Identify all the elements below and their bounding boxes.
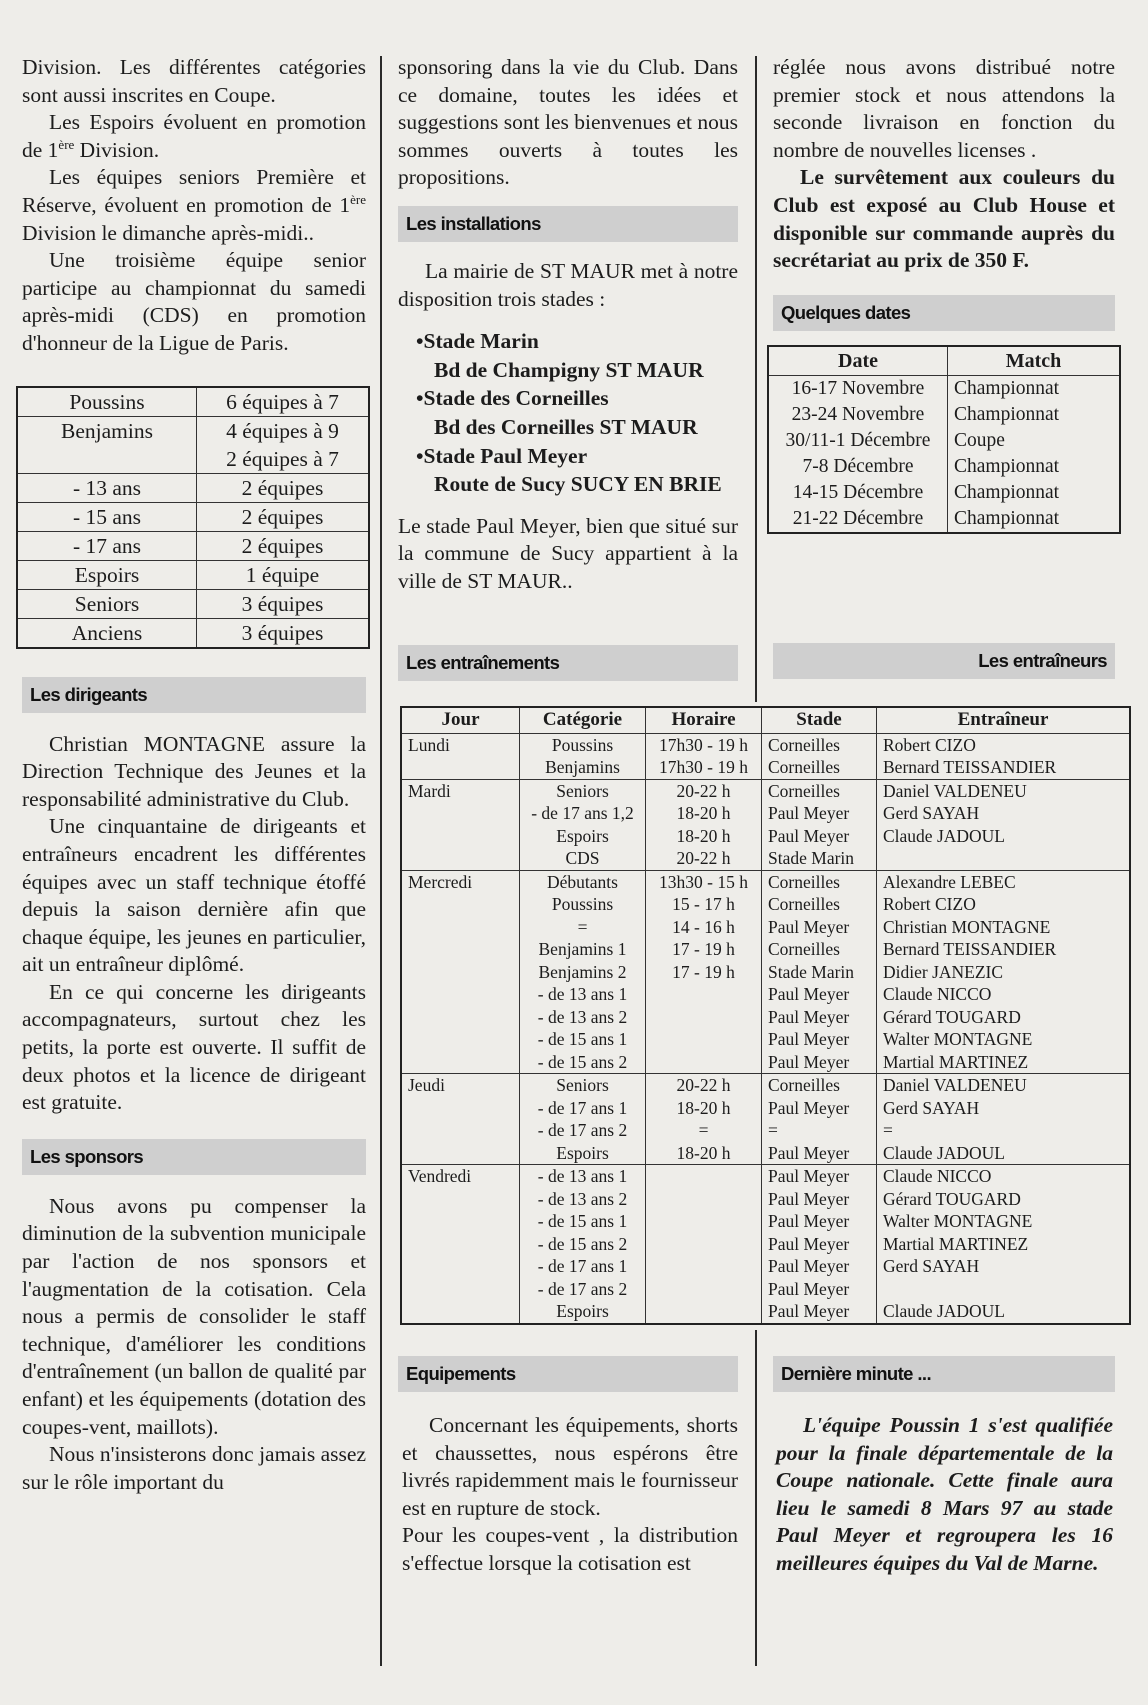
training-day: Jeudi <box>401 1074 520 1097</box>
ordinal-superscript: ère <box>350 191 366 207</box>
training-coach: Robert CIZO <box>877 893 1131 916</box>
team-row <box>17 416 369 445</box>
equipements-header: Equipements <box>398 1356 738 1392</box>
training-time <box>646 1188 762 1211</box>
training-coach: Martial MARTINEZ <box>877 1051 1131 1074</box>
training-row <box>401 916 1130 939</box>
training-row <box>401 983 1130 1006</box>
training-row <box>401 1278 1130 1301</box>
training-category: - de 17 ans 2 <box>520 1119 646 1142</box>
training-time <box>646 1233 762 1256</box>
training-row <box>401 1119 1130 1142</box>
training-stadium: Paul Meyer <box>762 983 877 1006</box>
training-day <box>401 1142 520 1165</box>
training-category: Benjamins <box>520 756 646 779</box>
training-time <box>646 1210 762 1233</box>
derniere-minute-header: Dernière minute ... <box>773 1356 1115 1392</box>
livraison-paragraph: réglée nous avons distribué notre premier stock et nous attendons la seconde livraison en fonction du nombre de nouvelles licenses . <box>773 55 1115 162</box>
training-day: Mardi <box>401 779 520 802</box>
team-count: 2 équipes <box>197 502 370 531</box>
training-header-jour: Jour <box>401 707 520 733</box>
training-category: Espoirs <box>520 1142 646 1165</box>
training-day <box>401 1097 520 1120</box>
training-day <box>401 1300 520 1324</box>
training-stadium: Paul Meyer <box>762 1278 877 1301</box>
training-row <box>401 1051 1130 1074</box>
training-time <box>646 1278 762 1301</box>
intro-paragraph: Division. Les différentes catégories sont aussi inscrites en Coupe. <box>22 55 366 107</box>
match-cell: Championnat <box>948 402 1121 428</box>
training-coach: Claude JADOUL <box>877 1142 1131 1165</box>
dates-header-date: Date <box>768 346 948 376</box>
team-count: 1 équipe <box>197 560 370 589</box>
training-day: Mercredi <box>401 870 520 893</box>
cds-paragraph: Une troisième équipe senior participe au championnat du samedi après-midi (CDS) en promotion d'honneur de la Ligue de Paris. <box>22 248 366 355</box>
training-category: - de 15 ans 2 <box>520 1051 646 1074</box>
stade-name: •Stade des Corneilles <box>416 386 609 411</box>
stade-address: Bd des Corneilles ST MAUR <box>434 414 698 439</box>
training-category: Espoirs <box>520 1300 646 1324</box>
training-time <box>646 983 762 1006</box>
date-cell: 30/11-1 Décembre <box>768 428 948 454</box>
training-row <box>401 1210 1130 1233</box>
training-category: Poussins <box>520 893 646 916</box>
stade-name: •Stade Marin <box>416 329 539 354</box>
training-stadium: Corneilles <box>762 870 877 893</box>
training-time: 18-20 h <box>646 802 762 825</box>
training-coach: Didier JANEZIC <box>877 961 1131 984</box>
training-coach: Daniel VALDENEU <box>877 1074 1131 1097</box>
training-row <box>401 825 1130 848</box>
training-category: - de 15 ans 2 <box>520 1233 646 1256</box>
survetement-paragraph: Le survêtement aux couleurs du Club est exposé au Club House et disponible sur commande auprès du secrétariat au prix de 350 F. <box>773 165 1115 273</box>
team-category: - 15 ans <box>17 502 197 531</box>
entrainements-header: Les entraînements <box>398 645 738 681</box>
training-day: Lundi <box>401 733 520 756</box>
training-coach: Walter MONTAGNE <box>877 1028 1131 1051</box>
derniere-minute-paragraph: L'équipe Poussin 1 s'est qualifiée pour la finale départementale de la Coupe nationale. Cette finale aura lieu le samedi 8 Mars 97 au stade Paul Meyer et regroupera les 16 meilleures équipes du Val de Marne. <box>776 1413 1113 1575</box>
team-count: 3 équipes <box>197 618 370 648</box>
training-time: 18-20 h <box>646 825 762 848</box>
training-coach: Claude NICCO <box>877 1165 1131 1188</box>
seniors-paragraph: Les équipes seniors Première et Réserve, évoluent en promotion de 1ère Division le dimanche après-midi.. <box>22 165 366 245</box>
team-category: - 13 ans <box>17 473 197 502</box>
training-time <box>646 1028 762 1051</box>
installations-paragraph: La mairie de ST MAUR met à notre disposition trois stades : <box>398 258 738 311</box>
training-category: - de 15 ans 1 <box>520 1028 646 1051</box>
column-1 <box>22 54 366 1496</box>
training-stadium: Paul Meyer <box>762 1051 877 1074</box>
training-time: 20-22 h <box>646 1074 762 1097</box>
training-category: Benjamins 2 <box>520 961 646 984</box>
team-count: 4 équipes à 9 <box>197 416 370 445</box>
training-category: - de 15 ans 1 <box>520 1210 646 1233</box>
training-day <box>401 825 520 848</box>
training-category: Seniors <box>520 1074 646 1097</box>
training-stadium: Paul Meyer <box>762 1210 877 1233</box>
team-category: Seniors <box>17 589 197 618</box>
training-coach: Claude JADOUL <box>877 1300 1131 1324</box>
stade-address: Route de Sucy SUCY EN BRIE <box>434 472 722 497</box>
training-day <box>401 893 520 916</box>
team-row <box>17 387 369 417</box>
team-count: 3 équipes <box>197 589 370 618</box>
training-row <box>401 1300 1130 1324</box>
training-header-stade: Stade <box>762 707 877 733</box>
training-stadium: Paul Meyer <box>762 916 877 939</box>
training-category: Benjamins 1 <box>520 938 646 961</box>
sponsoring-paragraph: sponsoring dans la vie du Club. Dans ce domaine, toutes les idées et suggestions sont les bienvenues et nous sommes ouverts à toutes les propositions. <box>398 55 738 190</box>
training-row <box>401 847 1130 870</box>
training-row <box>401 893 1130 916</box>
training-coach: Gérard TOUGARD <box>877 1006 1131 1029</box>
team-category: Espoirs <box>17 560 197 589</box>
team-row <box>17 589 369 618</box>
dirigeants-paragraph: Christian MONTAGNE assure la Direction Technique des Jeunes et la responsabilité administrative du Club. <box>22 731 366 811</box>
column-rule-1 <box>380 56 382 1666</box>
training-stadium: Paul Meyer <box>762 1165 877 1188</box>
training-coach: Gerd SAYAH <box>877 802 1131 825</box>
training-time: 17h30 - 19 h <box>646 733 762 756</box>
training-row <box>401 1142 1130 1165</box>
team-category: Poussins <box>17 387 197 417</box>
training-row <box>401 961 1130 984</box>
training-category: Seniors <box>520 779 646 802</box>
training-stadium: Corneilles <box>762 756 877 779</box>
espoirs-paragraph: Les Espoirs évoluent en promotion de 1ère Division. <box>22 110 366 162</box>
team-row <box>17 560 369 589</box>
training-category: - de 13 ans 1 <box>520 1165 646 1188</box>
training-coach: = <box>877 1119 1131 1142</box>
training-stadium: Corneilles <box>762 1074 877 1097</box>
training-row <box>401 1097 1130 1120</box>
training-day <box>401 916 520 939</box>
training-coach: Robert CIZO <box>877 733 1131 756</box>
training-day <box>401 983 520 1006</box>
column-rule-2 <box>755 56 757 702</box>
match-cell: Championnat <box>948 454 1121 480</box>
training-stadium: Paul Meyer <box>762 1233 877 1256</box>
training-header-categorie: Catégorie <box>520 707 646 733</box>
training-stadium: Corneilles <box>762 779 877 802</box>
team-row <box>17 502 369 531</box>
training-stadium: Paul Meyer <box>762 1188 877 1211</box>
match-cell: Championnat <box>948 506 1121 533</box>
stades-list <box>416 327 738 499</box>
training-row <box>401 1074 1130 1097</box>
training-time <box>646 1006 762 1029</box>
training-stadium: Paul Meyer <box>762 1028 877 1051</box>
date-cell: 7-8 Décembre <box>768 454 948 480</box>
training-stadium: = <box>762 1119 877 1142</box>
training-stadium: Paul Meyer <box>762 1142 877 1165</box>
training-row <box>401 1006 1130 1029</box>
training-stadium: Corneilles <box>762 938 877 961</box>
training-category: Poussins <box>520 733 646 756</box>
column-3 <box>773 54 1115 534</box>
training-coach: Bernard TEISSANDIER <box>877 938 1131 961</box>
installations-header: Les installations <box>398 206 738 242</box>
training-category: - de 17 ans 1 <box>520 1097 646 1120</box>
training-header-entraineur: Entraîneur <box>877 707 1131 733</box>
training-time <box>646 1165 762 1188</box>
training-day: Vendredi <box>401 1165 520 1188</box>
training-stadium: Paul Meyer <box>762 1300 877 1324</box>
training-stadium: Corneilles <box>762 893 877 916</box>
date-cell: 23-24 Novembre <box>768 402 948 428</box>
team-category: - 17 ans <box>17 531 197 560</box>
coupes-vent-paragraph: Pour les coupes-vent , la distribution s'effectue lorsque la cotisation est <box>402 1523 738 1575</box>
training-time <box>646 1051 762 1074</box>
training-day <box>401 961 520 984</box>
dirigeants-header: Les dirigeants <box>22 677 366 713</box>
training-stadium: Paul Meyer <box>762 802 877 825</box>
sponsors-header: Les sponsors <box>22 1139 366 1175</box>
stade-name: •Stade Paul Meyer <box>416 443 588 468</box>
dates-table <box>767 345 1121 534</box>
equipements-text <box>402 1412 738 1578</box>
team-count: 2 équipes <box>197 531 370 560</box>
training-time: 13h30 - 15 h <box>646 870 762 893</box>
training-category: - de 13 ans 2 <box>520 1188 646 1211</box>
training-time: 18-20 h <box>646 1142 762 1165</box>
training-time <box>646 1300 762 1324</box>
dates-header-match: Match <box>948 346 1121 376</box>
training-row <box>401 1233 1130 1256</box>
training-time <box>646 1255 762 1278</box>
date-row <box>768 402 1120 428</box>
training-category: Espoirs <box>520 825 646 848</box>
training-time: 15 - 17 h <box>646 893 762 916</box>
training-stadium: Paul Meyer <box>762 1006 877 1029</box>
training-day <box>401 756 520 779</box>
training-row <box>401 756 1130 779</box>
teams-table <box>16 386 370 649</box>
training-time: 17 - 19 h <box>646 961 762 984</box>
training-stadium: Corneilles <box>762 733 877 756</box>
match-cell: Coupe <box>948 428 1121 454</box>
training-row <box>401 779 1130 802</box>
equipements-paragraph: Concernant les équipements, shorts et chaussettes, nous espérons être livrés rapidemment mais le fournisseur est en rupture de stock. <box>402 1413 738 1520</box>
training-time: = <box>646 1119 762 1142</box>
training-category: - de 17 ans 1,2 <box>520 802 646 825</box>
training-category: - de 17 ans 1 <box>520 1255 646 1278</box>
column-rule-3 <box>755 1330 757 1666</box>
dirigeants-paragraph: Une cinquantaine de dirigeants et entraîneurs encadrent les différentes équipes avec un staff technique étoffé depuis la saison dernière afin que chaque équipe, les jeunes en particulier, ait un entraîneur diplômé. <box>22 814 366 977</box>
training-day <box>401 1255 520 1278</box>
dirigeants-paragraph: En ce qui concerne les dirigeants accompagnateurs, surtout chez les petits, la porte est ouverte. Il suffit de deux photos et la licence de dirigeant est gratuite. <box>22 979 366 1115</box>
date-cell: 16-17 Novembre <box>768 375 948 402</box>
training-row <box>401 938 1130 961</box>
date-row <box>768 480 1120 506</box>
date-row <box>768 506 1120 533</box>
team-count: 2 équipes <box>197 473 370 502</box>
team-row <box>17 445 369 474</box>
training-coach: Bernard TEISSANDIER <box>877 756 1131 779</box>
training-row <box>401 733 1130 756</box>
training-day <box>401 1119 520 1142</box>
training-day <box>401 802 520 825</box>
sponsors-paragraph: Nous n'insisterons donc jamais assez sur le rôle important du <box>22 1442 366 1494</box>
training-day <box>401 1028 520 1051</box>
team-row <box>17 531 369 560</box>
stade-address: Bd de Champigny ST MAUR <box>434 357 704 382</box>
training-category: - de 17 ans 2 <box>520 1278 646 1301</box>
training-row <box>401 1255 1130 1278</box>
training-coach: Gerd SAYAH <box>877 1255 1131 1278</box>
stade-note-paragraph: Le stade Paul Meyer, bien que situé sur la commune de Sucy appartient à la ville de ST MAUR.. <box>398 513 738 593</box>
team-row <box>17 618 369 648</box>
training-coach: Alexandre LEBEC <box>877 870 1131 893</box>
training-day <box>401 1278 520 1301</box>
training-time: 18-20 h <box>646 1097 762 1120</box>
date-row <box>768 454 1120 480</box>
match-cell: Championnat <box>948 375 1121 402</box>
date-cell: 14-15 Décembre <box>768 480 948 506</box>
training-day <box>401 1051 520 1074</box>
team-category: Benjamins <box>17 416 197 445</box>
training-time: 20-22 h <box>646 779 762 802</box>
training-coach <box>877 1278 1131 1301</box>
training-time: 17 - 19 h <box>646 938 762 961</box>
training-category: CDS <box>520 847 646 870</box>
training-coach: Gerd SAYAH <box>877 1097 1131 1120</box>
training-time: 20-22 h <box>646 847 762 870</box>
training-coach: Gérard TOUGARD <box>877 1188 1131 1211</box>
training-coach: Claude NICCO <box>877 983 1131 1006</box>
date-cell: 21-22 Décembre <box>768 506 948 533</box>
team-count: 2 équipes à 7 <box>197 445 370 474</box>
training-coach: Daniel VALDENEU <box>877 779 1131 802</box>
team-category <box>17 445 197 474</box>
training-category: - de 13 ans 1 <box>520 983 646 1006</box>
training-coach: Claude JADOUL <box>877 825 1131 848</box>
team-row <box>17 473 369 502</box>
training-time: 17h30 - 19 h <box>646 756 762 779</box>
training-day <box>401 1210 520 1233</box>
training-category: = <box>520 916 646 939</box>
training-table <box>400 706 1131 1325</box>
training-row <box>401 870 1130 893</box>
training-coach: Martial MARTINEZ <box>877 1233 1131 1256</box>
training-row <box>401 1165 1130 1188</box>
training-header-horaire: Horaire <box>646 707 762 733</box>
training-stadium: Paul Meyer <box>762 1255 877 1278</box>
training-category: Débutants <box>520 870 646 893</box>
training-row <box>401 1188 1130 1211</box>
training-stadium: Paul Meyer <box>762 1097 877 1120</box>
date-row <box>768 428 1120 454</box>
training-row <box>401 1028 1130 1051</box>
training-coach: Walter MONTAGNE <box>877 1210 1131 1233</box>
training-coach: Christian MONTAGNE <box>877 916 1131 939</box>
ordinal-superscript: ère <box>58 136 75 152</box>
training-day <box>401 847 520 870</box>
sponsors-paragraph: Nous avons pu compenser la diminution de la subvention municipale par l'action de nos sponsors et l'augmentation de la cotisation. Cela nous a permis de consolider le staff technique, d'améliorer les conditions d'entraînement (un ballon de qualité par enfant) et les équipements (dotation des coupes-vent, maillots). <box>22 1193 366 1439</box>
training-stadium: Paul Meyer <box>762 825 877 848</box>
training-stadium: Stade Marin <box>762 961 877 984</box>
training-category: - de 13 ans 2 <box>520 1006 646 1029</box>
team-count: 6 équipes à 7 <box>197 387 370 417</box>
match-cell: Championnat <box>948 480 1121 506</box>
training-day <box>401 1233 520 1256</box>
training-stadium: Stade Marin <box>762 847 877 870</box>
column-2 <box>398 54 738 596</box>
team-category: Anciens <box>17 618 197 648</box>
dates-header: Quelques dates <box>773 295 1115 331</box>
training-row <box>401 802 1130 825</box>
training-coach <box>877 847 1131 870</box>
training-day <box>401 1006 520 1029</box>
training-day <box>401 1188 520 1211</box>
training-time: 14 - 16 h <box>646 916 762 939</box>
date-row <box>768 375 1120 402</box>
entraineurs-header: Les entraîneurs <box>773 643 1115 679</box>
training-day <box>401 938 520 961</box>
derniere-minute-text <box>776 1412 1113 1578</box>
